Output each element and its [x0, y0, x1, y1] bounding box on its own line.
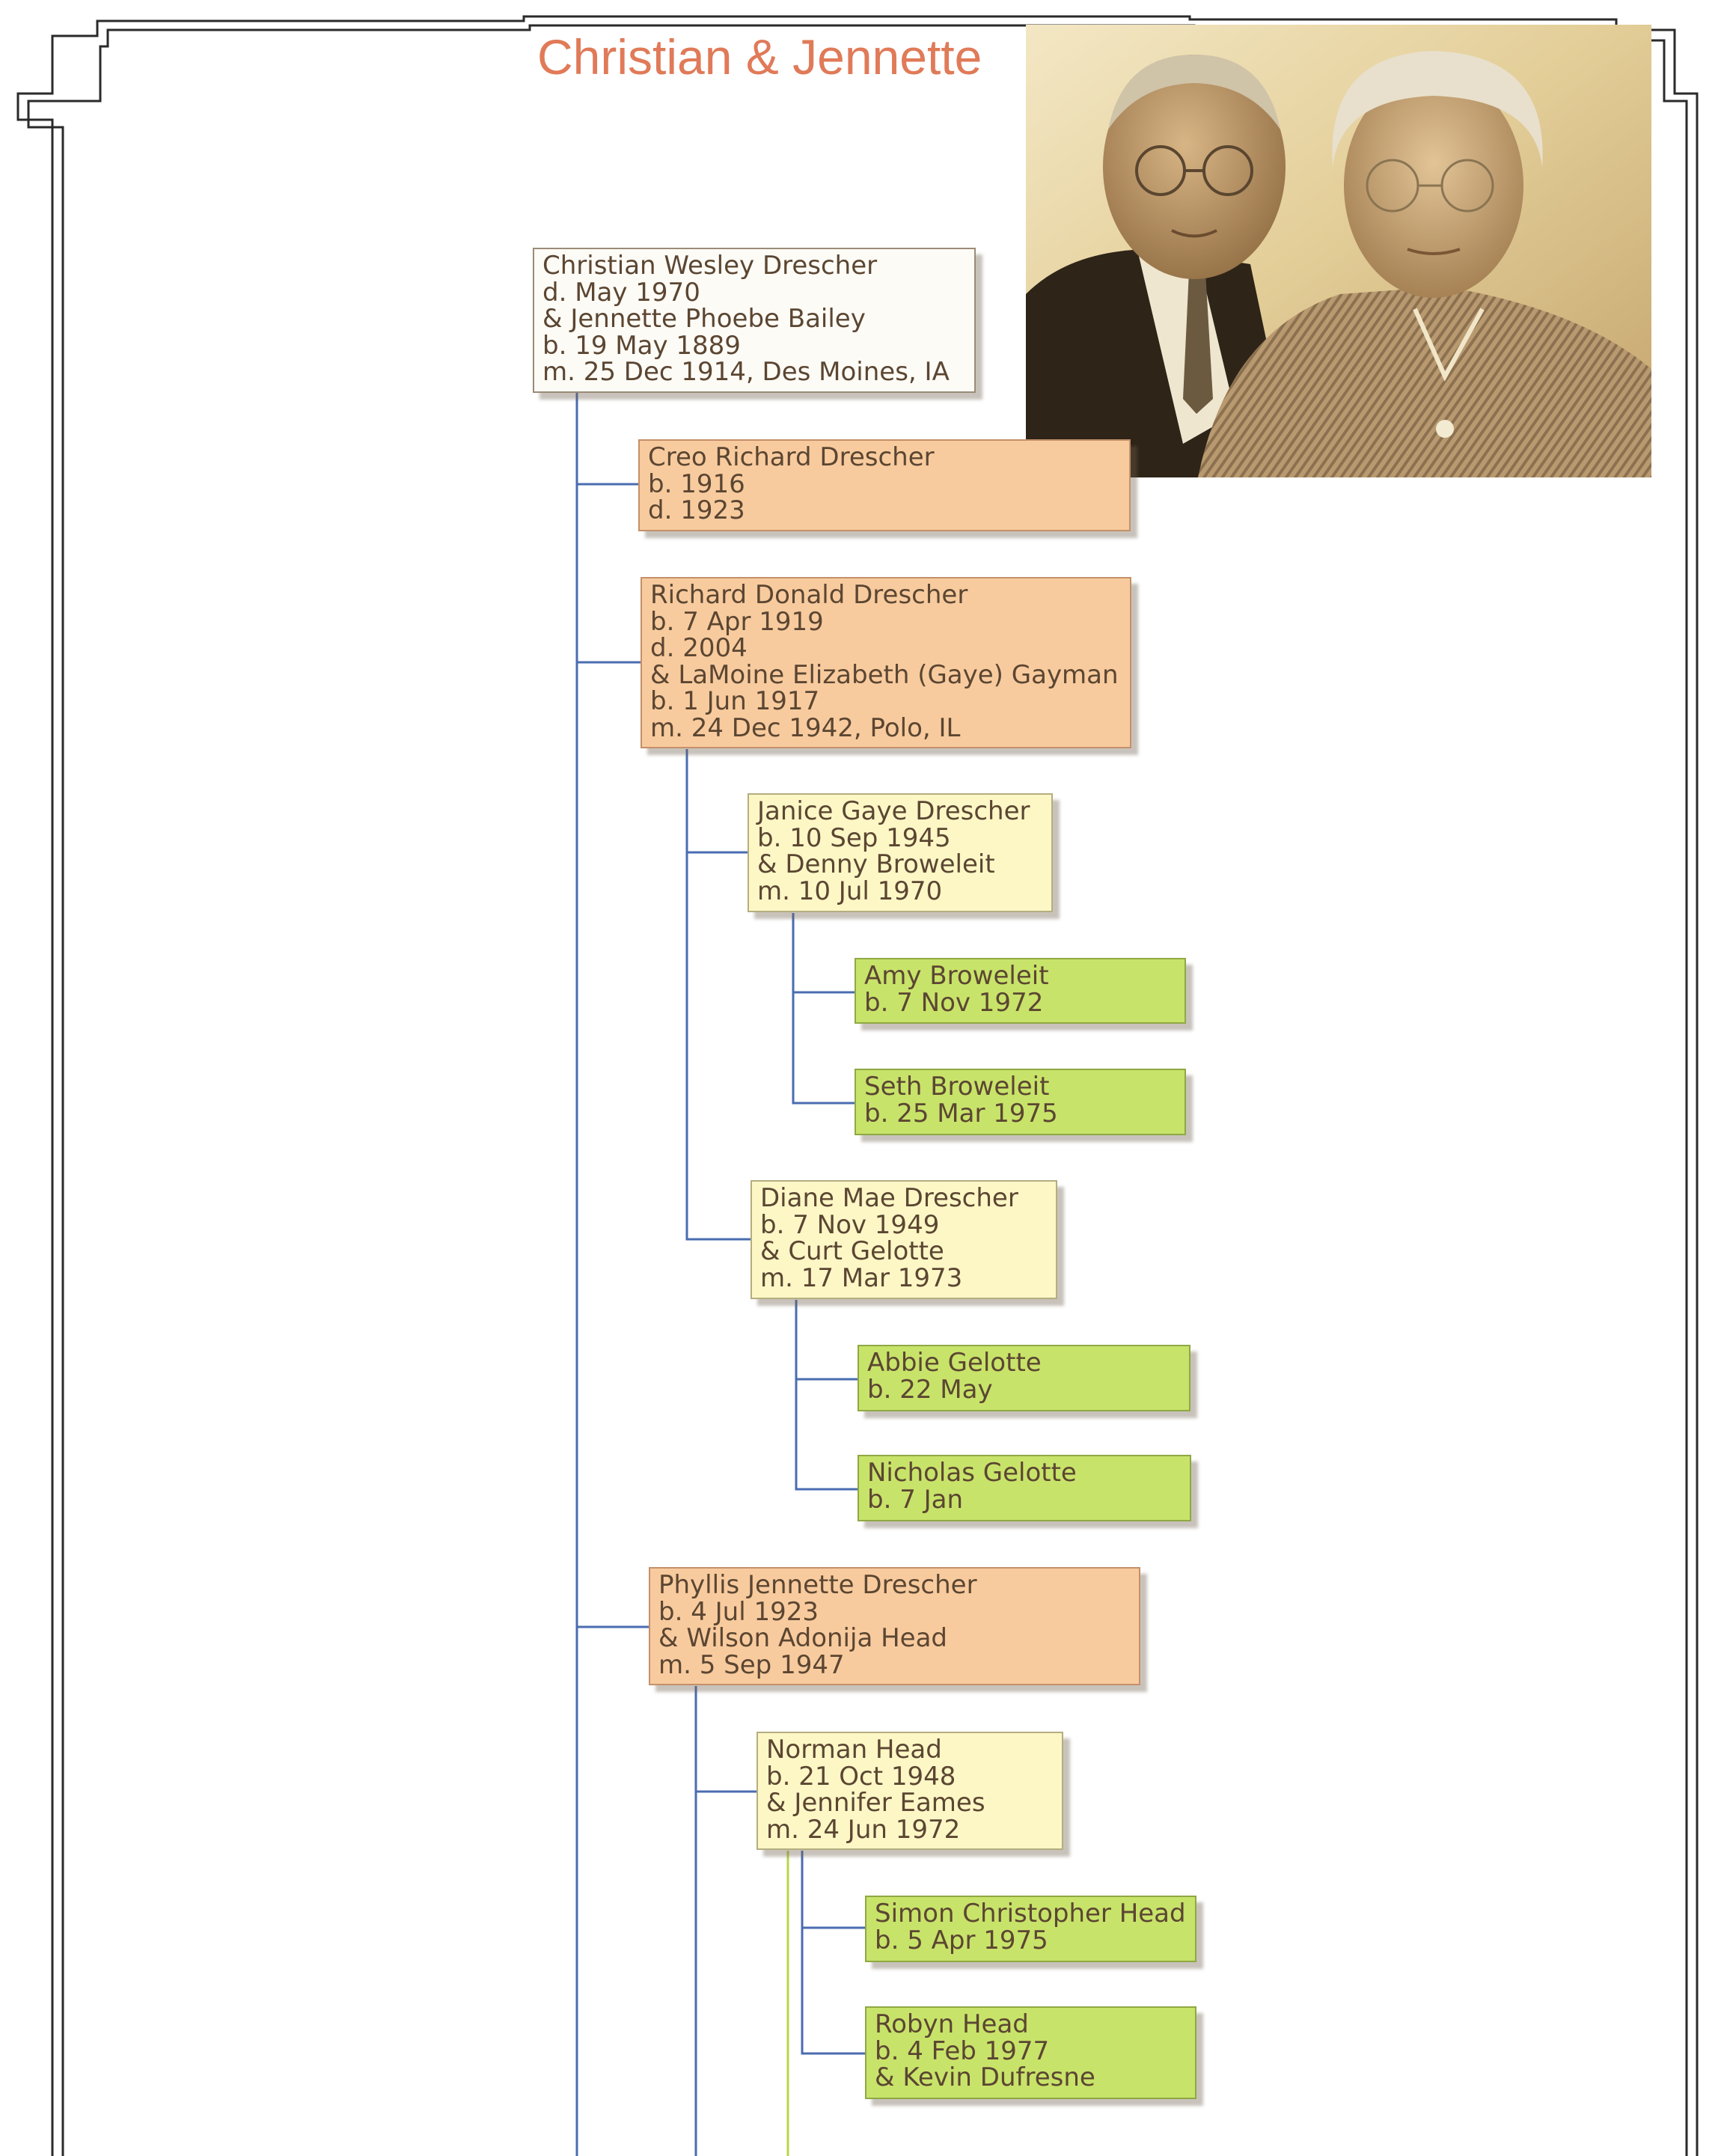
- card-line: m. 10 Jul 1970: [757, 876, 943, 906]
- card-line: b. 4 Feb 1977: [875, 2036, 1050, 2066]
- card-line: b. 1916: [648, 468, 745, 499]
- card-line: Nicholas Gelotte: [867, 1458, 1077, 1488]
- card-line: Norman Head: [766, 1735, 942, 1765]
- card-line: & Wilson Adonija Head: [658, 1623, 947, 1653]
- card-line: b. 22 May: [867, 1374, 993, 1405]
- card-line: b. 7 Apr 1919: [650, 606, 824, 637]
- card-line: b. 7 Jan: [867, 1484, 964, 1515]
- card-line: b. 5 Apr 1975: [875, 1925, 1048, 1955]
- person-card-seth: [855, 1069, 1186, 1135]
- page-title: Christian & Jennette: [537, 29, 982, 85]
- card-line: m. 25 Dec 1914, Des Moines, IA: [542, 357, 950, 387]
- connector-trunk-norman: [802, 1851, 866, 2053]
- card-line: b. 4 Jul 1923: [658, 1596, 819, 1627]
- card-line: & Jennifer Eames: [766, 1788, 985, 1818]
- person-card-simon: [865, 1896, 1196, 1962]
- card-line: & Jennette Phoebe Bailey: [542, 304, 866, 334]
- card-line: & Denny Broweleit: [757, 849, 995, 879]
- card-line: b. 21 Oct 1948: [766, 1761, 956, 1792]
- card-line: b. 25 Mar 1975: [864, 1098, 1058, 1129]
- person-card-christian: [533, 248, 976, 393]
- card-line: & Kevin Dufresne: [875, 2062, 1095, 2092]
- couple-portrait-photo: [1026, 25, 1651, 477]
- person-card-amy: [855, 958, 1186, 1024]
- person-card-creo: [638, 439, 1131, 531]
- card-line: Amy Broweleit: [864, 961, 1049, 991]
- card-line: m. 24 Jun 1972: [766, 1814, 961, 1845]
- card-line: & LaMoine Elizabeth (Gaye) Gayman: [650, 659, 1119, 690]
- person-card-robyn: [865, 2006, 1196, 2099]
- card-line: Diane Mae Drescher: [760, 1183, 1018, 1213]
- person-card-abbie: [858, 1345, 1190, 1411]
- card-line: Christian Wesley Drescher: [542, 251, 878, 281]
- person-card-phyllis: [649, 1567, 1140, 1685]
- card-line: m. 5 Sep 1947: [658, 1649, 845, 1680]
- card-line: Simon Christopher Head: [875, 1899, 1186, 1929]
- connector-trunk-janice: [793, 913, 855, 1103]
- card-line: d. May 1970: [542, 277, 700, 308]
- card-line: Abbie Gelotte: [867, 1348, 1042, 1378]
- card-line: & Curt Gelotte: [760, 1236, 944, 1266]
- card-line: Phyllis Jennette Drescher: [658, 1570, 977, 1600]
- card-line: b. 7 Nov 1972: [864, 987, 1044, 1018]
- card-line: Robyn Head: [875, 2009, 1029, 2039]
- card-line: Creo Richard Drescher: [648, 442, 935, 472]
- card-line: m. 17 Mar 1973: [760, 1262, 963, 1293]
- card-line: Richard Donald Drescher: [650, 580, 968, 610]
- card-line: Seth Broweleit: [864, 1072, 1050, 1102]
- connector-trunk-richard: [687, 749, 751, 1239]
- person-card-nicholas: [858, 1455, 1191, 1521]
- card-line: b. 10 Sep 1945: [757, 822, 951, 853]
- card-line: b. 19 May 1889: [542, 330, 741, 361]
- person-card-janice: [748, 793, 1053, 912]
- person-card-norman: [756, 1732, 1063, 1850]
- card-line: d. 1923: [648, 495, 745, 525]
- card-line: Janice Gaye Drescher: [757, 796, 1030, 826]
- card-line: d. 2004: [650, 633, 748, 663]
- person-card-richard: [641, 577, 1131, 748]
- person-card-diane: [751, 1180, 1057, 1299]
- card-line: b. 7 Nov 1949: [760, 1209, 940, 1240]
- connector-trunk-diane: [796, 1300, 858, 1489]
- card-line: b. 1 Jun 1917: [650, 686, 820, 716]
- card-line: m. 24 Dec 1942, Polo, IL: [650, 712, 961, 743]
